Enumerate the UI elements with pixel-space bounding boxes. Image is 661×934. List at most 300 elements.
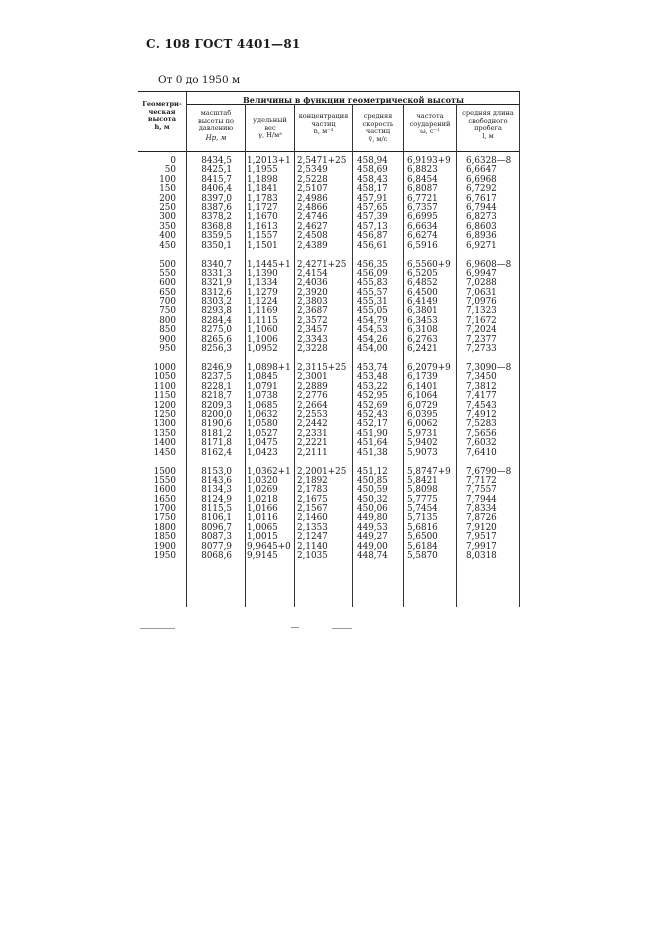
table-cell: 6,3108 [407,325,438,336]
table-cell: 8256,3 [201,344,232,355]
table-cell: 6,0062 [407,419,438,430]
table-cell: 1400 [153,438,176,449]
range-caption: От 0 до 1950 м [158,74,241,86]
table-cell: 8275,0 [201,325,232,336]
table-cell: 6,4500 [407,287,438,298]
table-cell: 8162,4 [201,447,232,458]
column-collision-frequency [407,157,456,571]
table-cell: 2,1675 [297,494,328,505]
table-cell: 2,3115+25 [297,363,347,373]
table-cell: 1750 [153,513,176,524]
table-cell: 8415,7 [201,174,232,185]
table-cell: 450,85 [357,475,388,486]
table-cell: 7,0976 [466,297,497,308]
table-cell: 7,9120 [466,522,497,533]
table-cell: 1,0791 [247,381,278,392]
table-cell: 2,1035 [297,551,328,562]
table-cell: 7,9917 [466,541,497,552]
table-cell: 6,8936 [466,231,497,242]
table-cell: 6,8603 [466,221,497,232]
table-cell: 2,4627 [297,221,328,232]
column-particle-concentration [297,157,352,571]
table-cell: 8106,1 [201,513,232,524]
row-group [190,364,232,458]
table-cell: 5,9402 [407,438,438,449]
table-cell: 5,7135 [407,513,438,524]
table-cell: 8096,7 [201,522,232,533]
table-cell: 5,7775 [407,494,438,505]
table-cell: 1050 [153,372,176,383]
table-cell: 7,8726 [466,513,497,524]
table-cell: 1350 [153,428,176,439]
table-cell: 1,2013+1 [247,156,291,166]
table-cell: 1,1557 [247,231,278,242]
table-cell: 2,3001 [297,372,328,383]
table-cell: 5,9731 [407,428,438,439]
table-cell: 8425,1 [201,165,232,176]
table-cell: 7,7557 [466,485,497,496]
table-cell: 453,48 [357,372,388,383]
table-cell: 1,1613 [247,221,278,232]
row-group [407,468,456,562]
table-cell: 150 [159,184,176,195]
table-cell: 2,3803 [297,297,328,308]
row-group [466,157,519,251]
table-cell: 2,4271+25 [297,259,347,270]
table-cell: 8246,9 [201,363,232,373]
table-cell: 449,53 [357,522,388,533]
table-cell: 6,2079+9 [407,363,451,373]
table-cell: 450 [159,240,176,251]
table-cell: 6,4149 [407,297,438,308]
table-cell: 1850 [153,532,176,543]
table-cell: 6,8454 [407,174,438,185]
table-cell: 454,26 [357,334,388,345]
table-cell: 550 [159,268,176,279]
table-cell: 1450 [153,447,176,458]
table-cell: 2,1460 [297,513,328,524]
scan-mark [140,628,175,629]
table-cell: 456,61 [357,240,388,251]
table-cell: 1,1841 [247,184,278,195]
table-cell: 458,17 [357,184,388,195]
table-cell: 100 [159,174,176,185]
table-cell: 8340,7 [201,259,232,270]
table-cell: 6,7617 [466,193,497,204]
row-group [190,261,232,355]
table-cell: 6,9193+9 [407,156,451,166]
table-cell: 6,6647 [466,165,497,176]
table-cell: 8237,5 [201,372,232,383]
table-cell: 2,3343 [297,334,328,345]
table-cell: 1,1006 [247,334,278,345]
table-cell: 1800 [153,522,176,533]
header-mean-free-path: средняя длина свободного пробега l, м [462,109,514,140]
table-cell: 6,5205 [407,268,438,279]
table-cell: 1,1501 [247,240,278,251]
table-cell: 8303,2 [201,297,232,308]
table-cell: 5,9073 [407,447,438,458]
table-cell: 8087,3 [201,532,232,543]
table-cell: 8143,6 [201,475,232,486]
row-group [247,261,294,355]
table-cell: 8200,0 [201,409,232,420]
col-divider-2 [245,104,246,607]
scan-mark [291,627,299,628]
col-divider-3 [294,104,295,607]
table-cell: 453,74 [357,363,388,373]
table-cell: 1,1390 [247,268,278,279]
table-cell: 1,0015 [247,532,278,543]
table-cell: 2,3228 [297,344,328,355]
row-group [297,157,352,251]
table-cell: 7,0288 [466,278,497,289]
table-cell: 1,0065 [247,522,278,533]
table-cell: 455,83 [357,278,388,289]
table-cell: 6,6274 [407,231,438,242]
table-cell: 1,1334 [247,278,278,289]
header-bottom-rule [138,151,520,152]
table-cell: 1550 [153,475,176,486]
row-group [247,468,294,562]
table-cell: 5,6816 [407,522,438,533]
table-cell: 6,4852 [407,278,438,289]
table-cell: 0 [170,156,176,166]
table-cell: 2,3457 [297,325,328,336]
header-collision-frequency: частота соударений ω, с⁻¹ [409,112,451,136]
table-cell: 2,4508 [297,231,328,242]
table-cell: 8293,8 [201,306,232,317]
row-group [138,157,176,251]
header-particle-concentration: концентрация частиц n, м⁻³ [298,112,349,136]
table-cell: 2,4746 [297,212,328,223]
table-cell: 8284,4 [201,315,232,326]
table-cell: 7,7944 [466,494,497,505]
table-cell: 451,90 [357,428,388,439]
table-cell: 7,3090—8 [466,363,512,373]
column-pressure-scale [190,157,232,571]
table-cell: 8265,6 [201,334,232,345]
row-group [466,364,519,458]
table-cell: 9,9145 [247,551,278,562]
table-cell: 1,0320 [247,475,278,486]
table-cell: 500 [159,259,176,270]
table-cell: 6,0729 [407,400,438,411]
table-cell: 7,3450 [466,372,497,383]
row-group [466,468,519,562]
table-cell: 454,53 [357,325,388,336]
table-cell: 452,17 [357,419,388,430]
table-cell: 7,8334 [466,504,497,515]
column-mean-free-path [466,157,519,571]
table-cell: 2,3920 [297,287,328,298]
table-cell: 6,9608—8 [466,259,512,270]
table-cell: 6,8273 [466,212,497,223]
table-cell: 8115,5 [201,504,232,515]
row-group [297,364,352,458]
table-cell: 900 [159,334,176,345]
table-cell: 1,0527 [247,428,278,439]
header-altitude: Геометри- ческая высота h, м [142,100,182,131]
scan-mark [332,628,352,629]
table-cell: 450,06 [357,504,388,515]
table-cell: 2,3572 [297,315,328,326]
table-cell: 6,1064 [407,391,438,402]
table-cell: 850 [159,325,176,336]
table-cell: 6,6968 [466,174,497,185]
table-cell: 6,6634 [407,221,438,232]
table-cell: 1,0738 [247,391,278,402]
table-cell: 6,7721 [407,193,438,204]
span-header: Величины в функции геометрической высоты [242,95,464,105]
table-cell: 1,1445+1 [247,259,291,270]
table-cell: 8,0318 [466,551,497,562]
table-cell: 650 [159,287,176,298]
row-group [138,364,176,458]
table-cell: 2,2001+25 [297,466,347,477]
table-cell: 7,6410 [466,447,497,458]
table-cell: 6,5560+9 [407,259,451,270]
row-group [407,261,456,355]
table-cell: 200 [159,193,176,204]
table-cell: 2,1247 [297,532,328,543]
table-cell: 6,1739 [407,372,438,383]
table-cell: 250 [159,202,176,213]
table-cell: 5,5870 [407,551,438,562]
table-cell: 450,59 [357,485,388,496]
table-cell: 6,8823 [407,165,438,176]
table-cell: 5,8421 [407,475,438,486]
table-cell: 8068,6 [201,551,232,562]
table-cell: 1650 [153,494,176,505]
row-group [190,157,232,251]
table-cell: 2,2664 [297,400,328,411]
table-cell: 6,7357 [407,202,438,213]
table-cell: 2,1353 [297,522,328,533]
table-cell: 6,2421 [407,344,438,355]
row-group [357,364,403,458]
table-cell: 750 [159,306,176,317]
row-group [247,364,294,458]
table-cell: 7,0631 [466,287,497,298]
table-cell: 950 [159,344,176,355]
row-group [407,157,456,251]
table-cell: 700 [159,297,176,308]
table-cell: 6,0395 [407,409,438,420]
row-group [357,157,403,251]
table-cell: 8321,9 [201,278,232,289]
table-cell: 1200 [153,400,176,411]
table-cell: 5,7454 [407,504,438,515]
table-cell: 456,87 [357,231,388,242]
header-specific-weight: удельный вес γ, Н/м³ [253,116,287,140]
table-cell: 451,64 [357,438,388,449]
table-cell: 449,80 [357,513,388,524]
table-cell: 2,4866 [297,202,328,213]
table-cell: 452,95 [357,391,388,402]
column-specific-weight [247,157,294,571]
table-cell: 1,1898 [247,174,278,185]
table-cell: 1250 [153,409,176,420]
table-cell: 5,6500 [407,532,438,543]
col-divider-5 [403,104,404,607]
table-cell: 457,39 [357,212,388,223]
table-cell: 451,38 [357,447,388,458]
row-group [466,261,519,355]
row-group [297,261,352,355]
table-cell: 1,0166 [247,504,278,515]
table-cell: 1,1060 [247,325,278,336]
page-header: С. 108 ГОСТ 4401—81 [146,37,301,51]
table-cell: 2,1783 [297,485,328,496]
table-cell: 6,3453 [407,315,438,326]
table-cell: 8350,1 [201,240,232,251]
table-cell: 1,0685 [247,400,278,411]
row-group [407,364,456,458]
table-cell: 6,5916 [407,240,438,251]
table-cell: 2,2111 [297,447,328,458]
table-cell: 458,94 [357,156,388,166]
table-cell: 1,0218 [247,494,278,505]
table-cell: 1,0269 [247,485,278,496]
table-cell: 2,2442 [297,419,328,430]
table-cell: 7,6790—8 [466,466,512,477]
table-cell: 8218,7 [201,391,232,402]
table-cell: 1500 [153,466,176,477]
table-cell: 600 [159,278,176,289]
col-divider-1 [186,92,187,607]
table-cell: 1,0580 [247,419,278,430]
table-cell: 300 [159,212,176,223]
table-cell: 2,4389 [297,240,328,251]
table-cell: 8190,6 [201,419,232,430]
row-group [357,261,403,355]
table-cell: 8368,8 [201,221,232,232]
table-cell: 1950 [153,551,176,562]
table-cell: 1,0952 [247,344,278,355]
table-cell: 1,1169 [247,306,278,317]
table-cell: 2,5349 [297,165,328,176]
table-cell: 457,65 [357,202,388,213]
table-cell: 5,8747+9 [407,466,451,477]
table-cell: 6,2763 [407,334,438,345]
column-altitude [138,157,176,571]
table-cell: 8387,6 [201,202,232,213]
table-cell: 2,2889 [297,381,328,392]
table-cell: 452,69 [357,400,388,411]
table-cell: 449,27 [357,532,388,543]
table-cell: 2,1140 [297,541,328,552]
table-cell: 6,6995 [407,212,438,223]
header-pressure-scale-symbol: Hp, м [205,134,227,142]
table-cell: 7,4912 [466,409,497,420]
row-group [138,468,176,562]
table-cell: 2,2331 [297,428,328,439]
table-cell: 7,3812 [466,381,497,392]
row-group [357,468,403,562]
table-cell: 8228,1 [201,381,232,392]
table-cell: 1,1783 [247,193,278,204]
table-cell: 8124,9 [201,494,232,505]
table-cell: 1,0362+1 [247,466,291,477]
table-cell: 1,0475 [247,438,278,449]
table-cell: 6,7292 [466,184,497,195]
table-cell: 7,6032 [466,438,497,449]
table-cell: 8331,3 [201,268,232,279]
table-cell: 8312,6 [201,287,232,298]
row-group [297,468,352,562]
table-cell: 6,6328—8 [466,156,512,166]
table-cell: 6,9271 [466,240,497,251]
table-cell: 1,0423 [247,447,278,458]
table-cell: 8359,5 [201,231,232,242]
table-cell: 453,22 [357,381,388,392]
table-cell: 1000 [153,363,176,373]
table-cell: 457,91 [357,193,388,204]
table-cell: 6,7944 [466,202,497,213]
table-cell: 455,31 [357,297,388,308]
table-cell: 7,4543 [466,400,497,411]
table-cell: 1,0898+1 [247,363,291,373]
table-cell: 8171,8 [201,438,232,449]
table-cell: 2,2553 [297,409,328,420]
table-cell: 5,8098 [407,485,438,496]
table-cell: 1,0845 [247,372,278,383]
table-cell: 2,3687 [297,306,328,317]
table-cell: 2,5471+25 [297,156,347,166]
table-cell: 7,2024 [466,325,497,336]
table-cell: 1,1955 [247,165,278,176]
table-cell: 7,5656 [466,428,497,439]
table-cell: 2,4154 [297,268,328,279]
table-cell: 456,35 [357,259,388,270]
table-cell: 8397,0 [201,193,232,204]
table-cell: 1,0116 [247,513,278,524]
table-cell: 5,6184 [407,541,438,552]
table-cell: 350 [159,221,176,232]
table-cell: 1,1224 [247,297,278,308]
table-cell: 450,32 [357,494,388,505]
table-cell: 2,2776 [297,391,328,402]
table-cell: 2,4036 [297,278,328,289]
table-cell: 448,74 [357,551,388,562]
table-cell: 7,1323 [466,306,497,317]
table-right-edge [519,92,520,607]
table-cell: 456,09 [357,268,388,279]
table-cell: 7,9517 [466,532,497,543]
table-cell: 8153,0 [201,466,232,477]
table-cell: 9,9645+0 [247,541,291,552]
table-cell: 454,00 [357,344,388,355]
table-cell: 7,1672 [466,315,497,326]
table-cell: 2,1567 [297,504,328,515]
row-group [247,157,294,251]
col-divider-4 [352,104,353,607]
table-cell: 1300 [153,419,176,430]
table-cell: 7,2733 [466,344,497,355]
table-cell: 6,3801 [407,306,438,317]
table-cell: 8209,3 [201,400,232,411]
table-cell: 7,4177 [466,391,497,402]
table-cell: 1,1727 [247,202,278,213]
table-cell: 800 [159,315,176,326]
table-cell: 1,1279 [247,287,278,298]
table-cell: 7,2377 [466,334,497,345]
table-cell: 451,12 [357,466,388,477]
table-cell: 7,7172 [466,475,497,486]
table-cell: 8434,5 [201,156,232,166]
table-cell: 452,43 [357,409,388,420]
